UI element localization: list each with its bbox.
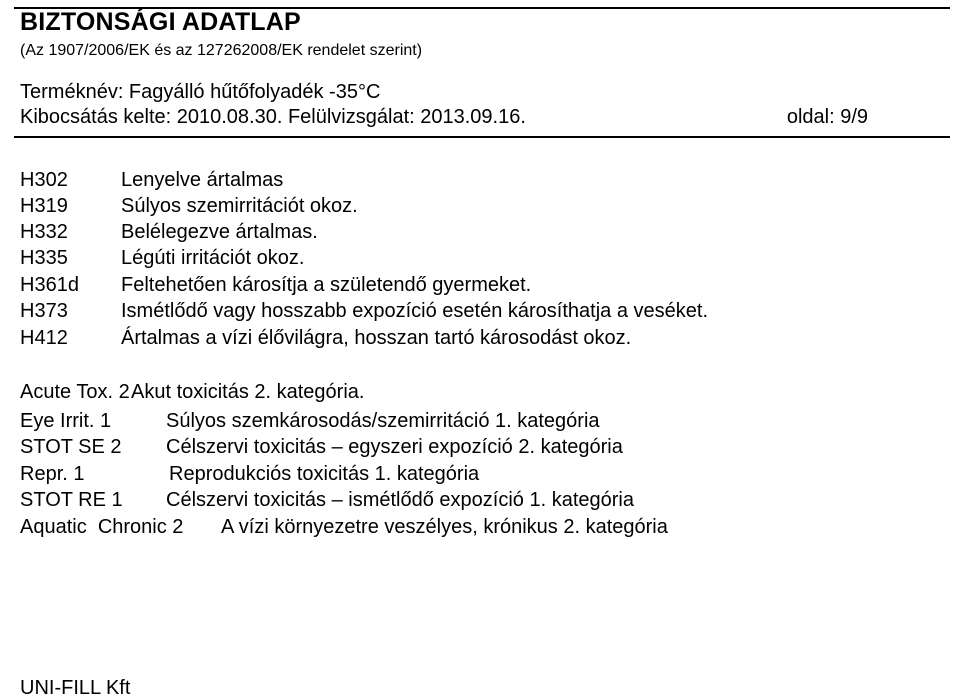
classification-row [20,516,668,541]
classification-code: Aquatic Chronic 2 [20,516,184,538]
footer-company: UNI-FILL Kft [20,677,131,699]
hazard-code: H335 [20,247,68,269]
hazard-text: Ártalmas a vízi élővilágra, hosszan tartó károsodást okoz. [121,327,632,349]
hazard-row [20,169,283,194]
classification-row [20,436,623,461]
classification-row [20,381,364,406]
hazard-text: Feltehetően károsítja a születendő gyermeket. [121,274,532,296]
header-bottom-rule [14,136,950,138]
hazard-row [20,300,708,325]
hazard-text: Ismétlődő vagy hosszabb expozíció esetén károsíthatja a veséket. [121,300,709,322]
hazard-code: H361d [20,274,79,296]
hazard-code: H302 [20,169,68,191]
classification-text: Akut toxicitás 2. kategória. [131,381,365,403]
hazard-row [20,274,531,299]
hazard-row [20,247,304,272]
hazard-text: Belélegezve ártalmas. [121,221,318,243]
hazard-text: Légúti irritációt okoz. [121,247,305,269]
document-subtitle: (Az 1907/2006/EK és az 127262008/EK rendelet szerint) [20,42,423,59]
classification-text: A vízi környezetre veszélyes, krónikus 2. kategória [221,516,668,538]
classification-row [20,410,600,435]
product-name-line: Terméknév: Fagyálló hűtőfolyadék -35°C [20,81,381,103]
hazard-code: H319 [20,195,68,217]
document-title: BIZTONSÁGI ADATLAP [20,8,301,36]
classification-code: STOT RE 1 [20,489,123,511]
hazard-code: H412 [20,327,68,349]
hazard-code: H373 [20,300,68,322]
classification-text: Célszervi toxicitás – ismétlődő expozíció 1. kategória [166,489,634,511]
classification-code: Repr. 1 [20,463,85,485]
classification-code: Acute Tox. 2 [20,381,130,403]
hazard-row [20,195,358,220]
hazard-row [20,221,318,246]
classification-code: Eye Irrit. 1 [20,410,112,432]
hazard-text: Súlyos szemirritációt okoz. [121,195,358,217]
classification-row [20,463,479,488]
classification-code: STOT SE 2 [20,436,122,458]
hazard-text: Lenyelve ártalmas [121,169,284,191]
classification-text: Reprodukciós toxicitás 1. kategória [169,463,480,485]
page-number: oldal: 9/9 [786,106,868,128]
hazard-row [20,327,631,352]
date-line: Kibocsátás kelte: 2010.08.30. Felülvizsgálat: 2013.09.16. [20,106,526,128]
classification-row [20,489,634,514]
hazard-code: H332 [20,221,68,243]
classification-text: Célszervi toxicitás – egyszeri expozíció 2. kategória [166,436,623,458]
classification-text: Súlyos szemkárosodás/szemirritáció 1. kategória [166,410,600,432]
